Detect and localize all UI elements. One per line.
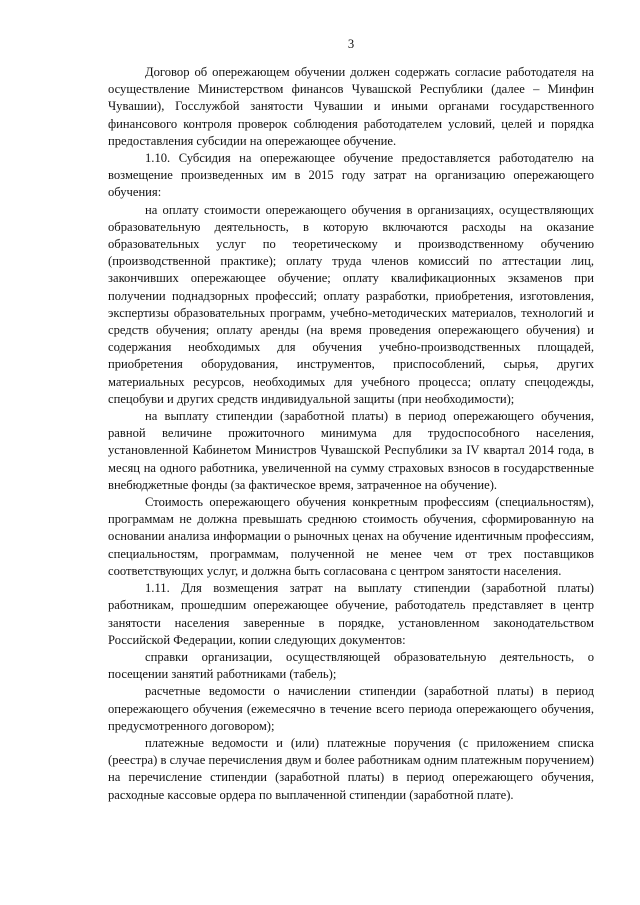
paragraph-training-cost: на оплату стоимости опережающего обучения в организациях, осуществляющих образовательную деятельность, в которую включаются расходы на оказание образовательных услуг по теоретическому и производственному обучению (производственной практике); оплату труда членов комиссий по аттестации лиц, закончивших опережающее обучение; оплату квалификационных экзаменов при получении поднадзорных профессий; оплату разработки, приобретения, изготовления, экспертизы образовательных программ, учебно-методических материалов, технологий и средств обучения; оплату аренды (на время проведения опережающего обучения) и содержания необходимых для обучения учебно-производственных площадей, приобретения оборудования, инструментов, приспособлений, сырья, других материальных ресурсов, необходимых для учебного процесса; оплату спецодежды, спецобуви и других средств индивидуальной защиты (при необходимости);: [108, 202, 594, 406]
paragraph-payroll-statements: расчетные ведомости о начислении стипендии (заработной платы) в период опережающего обучения (ежемесячно в течение всего периода опережающего обучения, предусмотренного договором);: [108, 684, 594, 733]
paragraph-1-10-subsidy: 1.10. Субсидия на опережающее обучение предоставляется работодателю на возмещение произведенных им в 2015 году затрат на организацию опережающего обучения:: [108, 151, 594, 200]
paragraph-attendance-certificate: справки организации, осуществляющей образовательную деятельность, о посещении занятий работниками (табель);: [108, 649, 594, 682]
paragraph-1-11-documents: 1.11. Для возмещения затрат на выплату стипендии (заработной платы) работникам, прошедшим опережающее обучение, работодатель представляет в центр занятости населения заверенные в порядке, установленном законодательством Российской Федерации, копии следующих документов:: [108, 581, 594, 647]
paragraph-cost-limit: Стоимость опережающего обучения конкретным профессиям (специальностям), программам не должна превышать среднюю стоимость обучения, сформированную на основании анализа информации о рыночных ценах на обучение идентичным профессиям, специальностям, программам, полученной не менее чем от трех поставщиков соответствующих услуг, и должна быть согласована с центром занятости населения.: [108, 495, 594, 578]
page-number: 3: [347, 37, 355, 51]
document-page: [108, 36, 594, 804]
paragraph-stipend-payment: на выплату стипендии (заработной платы) в период опережающего обучения, равной величине прожиточного минимума для трудоспособного населения, установленной Кабинетом Министров Чувашской Республики за IV квартал 2014 года, в месяц на одного работника, увеличенной на сумму страховых взносов в государственные внебюджетные фонды (за фактическое время, затраченное на обучение).: [108, 409, 594, 492]
paragraph-payment-orders: платежные ведомости и (или) платежные поручения (с приложением списка (реестра) в случае перечисления двум и более работникам одним платежным поручением) на перечисление стипендии (заработной платы) в период опережающего обучения, расходные кассовые ордера по выплаченной стипендии (заработной плате).: [108, 735, 594, 802]
paragraph-contract-consent: Договор об опережающем обучении должен содержать согласие работодателя на осуществление Министерством финансов Чувашской Республики (далее – Минфин Чувашии), Госслужбой занятости Чувашии и иными органами государственного финансового контроля проверок соблюдения работодателем условий, целей и порядка предоставления субсидии на опережающее обучение.: [108, 65, 594, 148]
